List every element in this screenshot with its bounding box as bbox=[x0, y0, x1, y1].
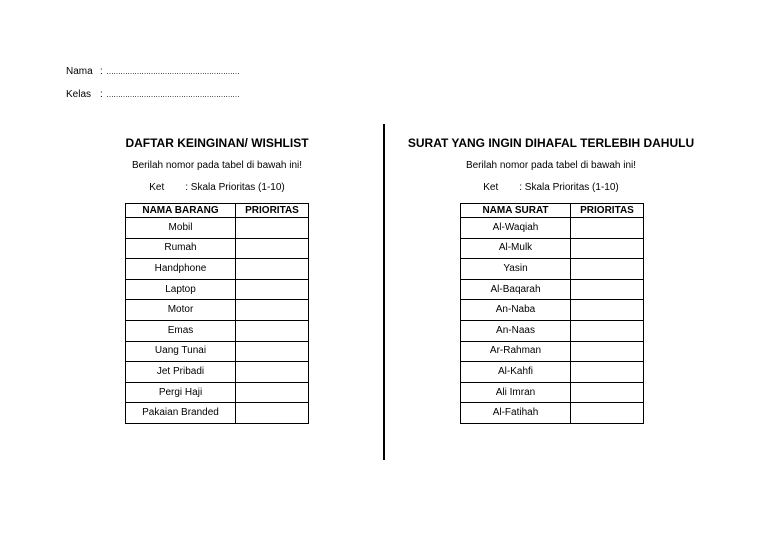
priority-cell[interactable] bbox=[571, 300, 644, 321]
wishlist-panel bbox=[112, 136, 322, 194]
column-header-priority: PRIORITAS bbox=[236, 204, 309, 218]
priority-cell[interactable] bbox=[236, 320, 309, 341]
table-row bbox=[461, 259, 644, 280]
table-row bbox=[461, 238, 644, 259]
table-row bbox=[126, 382, 309, 403]
priority-cell[interactable] bbox=[236, 218, 309, 239]
surah-name: Yasin bbox=[461, 259, 571, 280]
table-row bbox=[461, 403, 644, 424]
table-row bbox=[126, 341, 309, 362]
item-name: Pakaian Branded bbox=[126, 403, 236, 424]
priority-cell[interactable] bbox=[236, 403, 309, 424]
item-name: Emas bbox=[126, 320, 236, 341]
table-row bbox=[461, 300, 644, 321]
class-field bbox=[66, 89, 239, 101]
table-row bbox=[126, 218, 309, 239]
priority-cell[interactable] bbox=[236, 259, 309, 280]
priority-cell[interactable] bbox=[236, 382, 309, 403]
surah-table bbox=[460, 203, 644, 424]
priority-cell[interactable] bbox=[236, 300, 309, 321]
table-row bbox=[461, 320, 644, 341]
table-row bbox=[461, 382, 644, 403]
table-row bbox=[461, 279, 644, 300]
surah-ket-label: Ket bbox=[483, 182, 499, 193]
table-header-row bbox=[126, 204, 309, 218]
table-row bbox=[461, 362, 644, 383]
item-name: Uang Tunai bbox=[126, 341, 236, 362]
surah-name: Al-Waqiah bbox=[461, 218, 571, 239]
wishlist-table bbox=[125, 203, 309, 424]
priority-cell[interactable] bbox=[236, 238, 309, 259]
priority-cell[interactable] bbox=[236, 341, 309, 362]
name-field bbox=[66, 66, 239, 78]
wishlist-title: DAFTAR KEINGINAN/ WISHLIST bbox=[125, 136, 309, 150]
name-label: Nama bbox=[66, 66, 93, 77]
item-name: Laptop bbox=[126, 279, 236, 300]
table-row bbox=[461, 218, 644, 239]
item-name: Pergi Haji bbox=[126, 382, 236, 403]
surah-name: An-Naas bbox=[461, 320, 571, 341]
name-colon: : bbox=[100, 66, 103, 77]
column-header-priority: PRIORITAS bbox=[571, 204, 644, 218]
column-header-item-name: NAMA BARANG bbox=[126, 204, 236, 218]
surah-name: Ar-Rahman bbox=[461, 341, 571, 362]
wishlist-ket-value: : Skala Prioritas (1-10) bbox=[185, 182, 285, 193]
surah-name: Al-Kahfi bbox=[461, 362, 571, 383]
item-name: Motor bbox=[126, 300, 236, 321]
item-name: Mobil bbox=[126, 218, 236, 239]
surah-name: Al-Baqarah bbox=[461, 279, 571, 300]
table-row bbox=[126, 403, 309, 424]
table-row bbox=[126, 279, 309, 300]
table-row bbox=[126, 362, 309, 383]
priority-cell[interactable] bbox=[571, 403, 644, 424]
wishlist-instruction: Berilah nomor pada tabel di bawah ini! bbox=[131, 160, 303, 171]
priority-cell[interactable] bbox=[571, 279, 644, 300]
surah-instruction: Berilah nomor pada tabel di bawah ini! bbox=[465, 160, 637, 171]
table-row bbox=[126, 320, 309, 341]
class-blank-line: ………………………………………………… bbox=[106, 90, 239, 99]
surah-ket bbox=[400, 182, 702, 194]
item-name: Jet Pribadi bbox=[126, 362, 236, 383]
table-row bbox=[461, 341, 644, 362]
table-header-row bbox=[461, 204, 644, 218]
surah-name: Al-Mulk bbox=[461, 238, 571, 259]
class-colon: : bbox=[100, 89, 103, 100]
surah-name: Al-Fatihah bbox=[461, 403, 571, 424]
wishlist-ket bbox=[112, 182, 322, 194]
surah-title: SURAT YANG INGIN DIHAFAL TERLEBIH DAHULU bbox=[407, 136, 695, 150]
surah-panel bbox=[400, 136, 702, 194]
wishlist-ket-label: Ket bbox=[149, 182, 165, 193]
center-divider bbox=[383, 124, 385, 460]
priority-cell[interactable] bbox=[571, 238, 644, 259]
table-row bbox=[126, 259, 309, 280]
table-row bbox=[126, 238, 309, 259]
surah-name: Ali Imran bbox=[461, 382, 571, 403]
surah-name: An-Naba bbox=[461, 300, 571, 321]
priority-cell[interactable] bbox=[571, 259, 644, 280]
item-name: Rumah bbox=[126, 238, 236, 259]
table-row bbox=[126, 300, 309, 321]
priority-cell[interactable] bbox=[236, 279, 309, 300]
priority-cell[interactable] bbox=[571, 320, 644, 341]
column-header-surah-name: NAMA SURAT bbox=[461, 204, 571, 218]
priority-cell[interactable] bbox=[571, 362, 644, 383]
surah-ket-value: : Skala Prioritas (1-10) bbox=[519, 182, 619, 193]
priority-cell[interactable] bbox=[571, 382, 644, 403]
item-name: Handphone bbox=[126, 259, 236, 280]
priority-cell[interactable] bbox=[236, 362, 309, 383]
class-label: Kelas bbox=[66, 89, 92, 100]
name-blank-line: ………………………………………………… bbox=[106, 67, 239, 76]
priority-cell[interactable] bbox=[571, 218, 644, 239]
priority-cell[interactable] bbox=[571, 341, 644, 362]
